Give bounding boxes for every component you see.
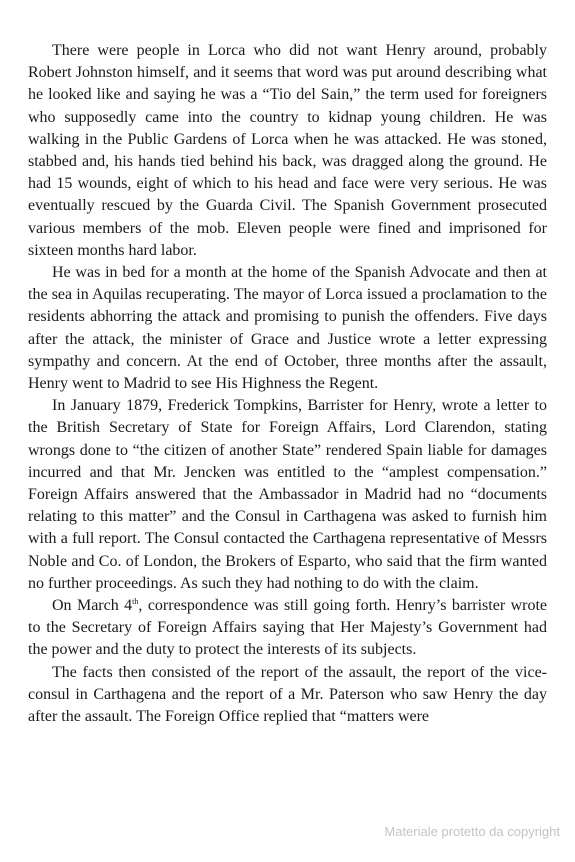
paragraph-5: The facts then consisted of the report of the assault, the report of the vice-consul in Carthagena and the report of a Mr. Paterson who saw Henry the day after the assault. The Foreign Office replied that “matters were [28,663,547,726]
paragraph-1: There were people in Lorca who did not want Henry around, probably Robert Johnston himself, and it seems that word was put around describing what he looked like and saying he was a “Tio del Sain,” the term used for foreigners who supposedly came into the country to kidnap young children. He was walking in the Public Gardens of Lorca when he was attacked. He was stoned, stabbed and, his hands tied behind his back, was dragged along the ground. He had 15 wounds, eight of which to his head and face were very serious. He was eventually rescued by the Guarda Civil. The Spanish Government prosecuted various members of the mob. Eleven people were fined and imprisoned for sixteen months hard labor. [28,42,547,259]
ordinal-suffix: th [132,597,139,607]
paragraph-4-rest: , correspondence was still going forth. Henry’s barrister wrote to the Secretary of Foreign Affairs saying that Her Majesty’s Government had the power and the duty to protect the interests of its subjects. [28,597,548,659]
paragraph-4 [28,595,547,662]
paragraph-2: He was in bed for a month at the home of the Spanish Advocate and then at the sea in Aquilas recuperating. The mayor of Lorca issued a proclamation to the residents abhorring the attack and promising to punish the offenders. Five days after the attack, the minister of Grace and Justice wrote a letter expressing sympathy and concern. At the end of October, three months after the assault, Henry went to Madrid to see His Highness the Regent. [28,264,547,393]
page-body [28,40,547,728]
paragraph-3: In January 1879, Frederick Tompkins, Barrister for Henry, wrote a letter to the British Secretary of State for Foreign Affairs, Lord Clarendon, stating wrongs done to “the citizen of another State” rendered Spain liable for damages incurred and that Mr. Jencken was entitled to the “amplest compensation.” Foreign Affairs answered that the Ambassador in Madrid had no “documents relating to this matter” and the Consul in Carthagena was asked to furnish him with a full report. The Consul contacted the Carthagena representative of Messrs Noble and Co. of London, the Brokers of Esparto, who said that the firm wanted no further proceedings. As such they had nothing to do with the claim. [28,397,547,592]
copyright-watermark: Materiale protetto da copyright [384,824,560,839]
paragraph-4-start: On March 4 [52,597,133,615]
